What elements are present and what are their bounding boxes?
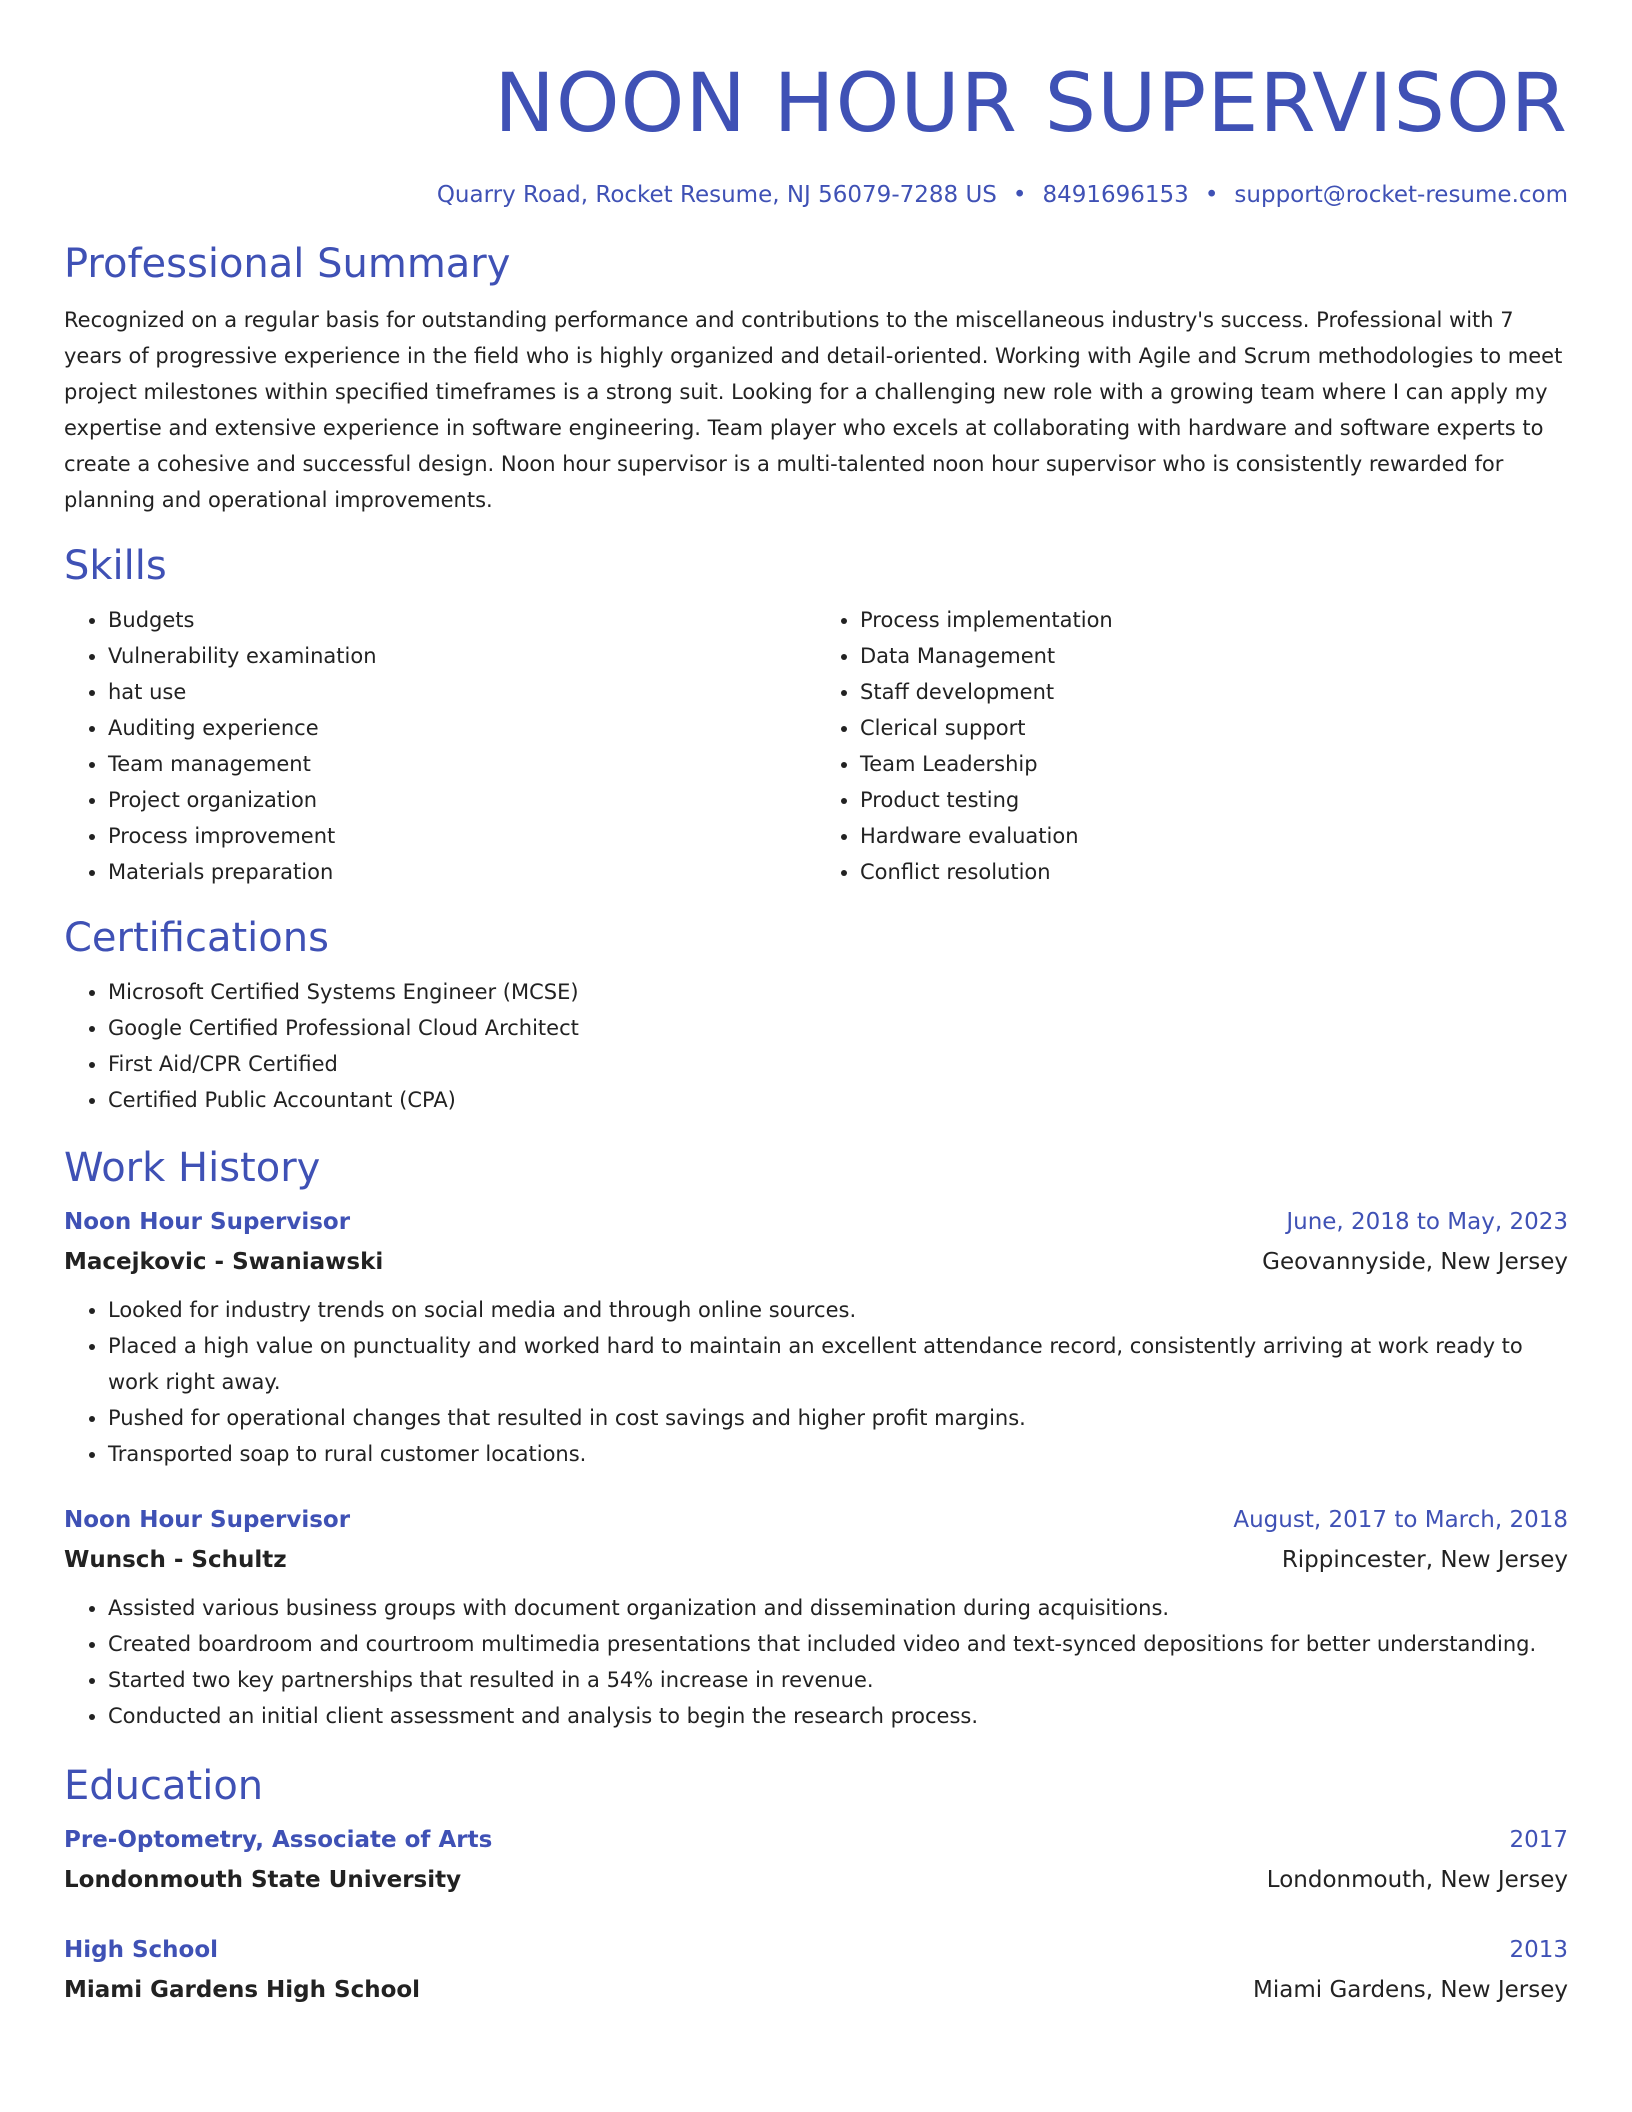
education-degree: High School (64, 1937, 219, 1963)
section-heading-work-history: Work History (64, 1145, 321, 1191)
job-bullet: • Created boardroom and courtroom multimedia presentations that included video and text-synced depositions for better understanding. (108, 1626, 1568, 1662)
education-header-row (64, 1930, 1568, 1970)
skill-item: • Materials preparation (108, 854, 816, 890)
contact-separator: • (1204, 182, 1219, 208)
skill-item: • Process implementation (860, 602, 1568, 638)
certification-item: • Microsoft Certified Systems Engineer (MCSE) (108, 974, 1568, 1010)
skills-section (64, 540, 1568, 890)
skill-item: • Team Leadership (860, 746, 1568, 782)
skill-item: • Team management (108, 746, 816, 782)
job-dates: June, 2018 to May, 2023 (1286, 1209, 1568, 1235)
job-bullet: • Conducted an initial client assessment and analysis to begin the research process. (108, 1698, 1568, 1734)
job-bullets (64, 1292, 1568, 1472)
skill-item: • Hardware evaluation (860, 818, 1568, 854)
work-history-section (64, 1142, 1568, 1734)
education-entry (64, 1820, 1568, 1900)
contact-separator: • (1012, 182, 1027, 208)
job-company-row (64, 1242, 1568, 1282)
job-company: Macejkovic - Swaniawski (64, 1249, 384, 1275)
job-company-row (64, 1540, 1568, 1580)
certification-item: • Certified Public Accountant (CPA) (108, 1082, 1568, 1118)
skills-list-right (816, 602, 1568, 890)
job-dates: August, 2017 to March, 2018 (1233, 1507, 1568, 1533)
skills-grid (64, 602, 1568, 890)
section-heading-skills: Skills (64, 543, 167, 589)
skill-item: • Clerical support (860, 710, 1568, 746)
education-entry (64, 1930, 1568, 2010)
skill-item: • Conflict resolution (860, 854, 1568, 890)
job-bullet: • Pushed for operational changes that resulted in cost savings and higher profit margins. (108, 1400, 1568, 1436)
section-heading-summary: Professional Summary (64, 241, 511, 287)
skills-list-left (64, 602, 816, 890)
skill-item: • Staff development (860, 674, 1568, 710)
certifications-section (64, 912, 1568, 1118)
skill-item: • Vulnerability examination (108, 638, 816, 674)
education-school-row (64, 1860, 1568, 1900)
job-location: Rippincester, New Jersey (1281, 1547, 1568, 1573)
skill-item: • Budgets (108, 602, 816, 638)
resume-name: NOON HOUR SUPERVISOR (494, 57, 1568, 151)
job-header-row (64, 1500, 1568, 1540)
skill-item: • Data Management (860, 638, 1568, 674)
job-bullet: • Assisted various business groups with document organization and dissemination during acquisitions. (108, 1590, 1568, 1626)
contact-address: Quarry Road, Rocket Resume, NJ 56079-7288 US (436, 182, 997, 208)
job-bullets (64, 1590, 1568, 1734)
section-heading-certifications: Certifications (64, 915, 329, 961)
education-year: 2017 (1509, 1827, 1568, 1853)
summary-text: Recognized on a regular basis for outstanding performance and contributions to the miscellaneous industry's success. Professional with 7 years of progressive experience in the field who is highly organized and detail-oriented. Working with Agile and Scrum methodologies to meet project milestones within specified timeframes is a strong suit. Looking for a challenging new role with a growing team where I can apply my expertise and extensive experience in software engineering. Team player who excels at collaborating with hardware and software experts to create a cohesive and successful design. Noon hour supervisor is a multi-talented noon hour supervisor who is consistently rewarded for planning and operational improvements. (64, 308, 1563, 512)
education-section (64, 1760, 1568, 2010)
job-company: Wunsch - Schultz (64, 1547, 287, 1573)
job-location: Geovannyside, New Jersey (1262, 1249, 1568, 1275)
job-entry (64, 1500, 1568, 1734)
job-title: Noon Hour Supervisor (64, 1209, 351, 1235)
skill-item: • Project organization (108, 782, 816, 818)
job-header-row (64, 1202, 1568, 1242)
certifications-list (64, 974, 1568, 1118)
summary-section (64, 238, 1568, 518)
education-year: 2013 (1509, 1937, 1568, 1963)
skill-item: • Auditing experience (108, 710, 816, 746)
job-bullet: • Looked for industry trends on social media and through online sources. (108, 1292, 1568, 1328)
job-title: Noon Hour Supervisor (64, 1507, 351, 1533)
certification-item: • First Aid/CPR Certified (108, 1046, 1568, 1082)
job-bullet: • Placed a high value on punctuality and worked hard to maintain an excellent attendance record, consistently arriving at work ready to work right away. (108, 1328, 1568, 1400)
education-degree: Pre-Optometry, Associate of Arts (64, 1827, 493, 1853)
education-school-row (64, 1970, 1568, 2010)
education-location: Miami Gardens, New Jersey (1253, 1977, 1568, 2003)
contact-email[interactable]: support@rocket-resume.com (1234, 182, 1568, 208)
contact-phone[interactable]: 8491696153 (1042, 182, 1189, 208)
section-heading-education: Education (64, 1763, 264, 1809)
job-bullet: • Transported soap to rural customer locations. (108, 1436, 1568, 1472)
skill-item: • Product testing (860, 782, 1568, 818)
education-school: Londonmouth State University (64, 1867, 462, 1893)
job-entry (64, 1202, 1568, 1472)
skill-item: • hat use (108, 674, 816, 710)
education-location: Londonmouth, New Jersey (1266, 1867, 1568, 1893)
contact-line (64, 180, 1568, 210)
certification-item: • Google Certified Professional Cloud Architect (108, 1010, 1568, 1046)
education-header-row (64, 1820, 1568, 1860)
skill-item: • Process improvement (108, 818, 816, 854)
education-school: Miami Gardens High School (64, 1977, 421, 2003)
job-bullet: • Started two key partnerships that resulted in a 54% increase in revenue. (108, 1662, 1568, 1698)
